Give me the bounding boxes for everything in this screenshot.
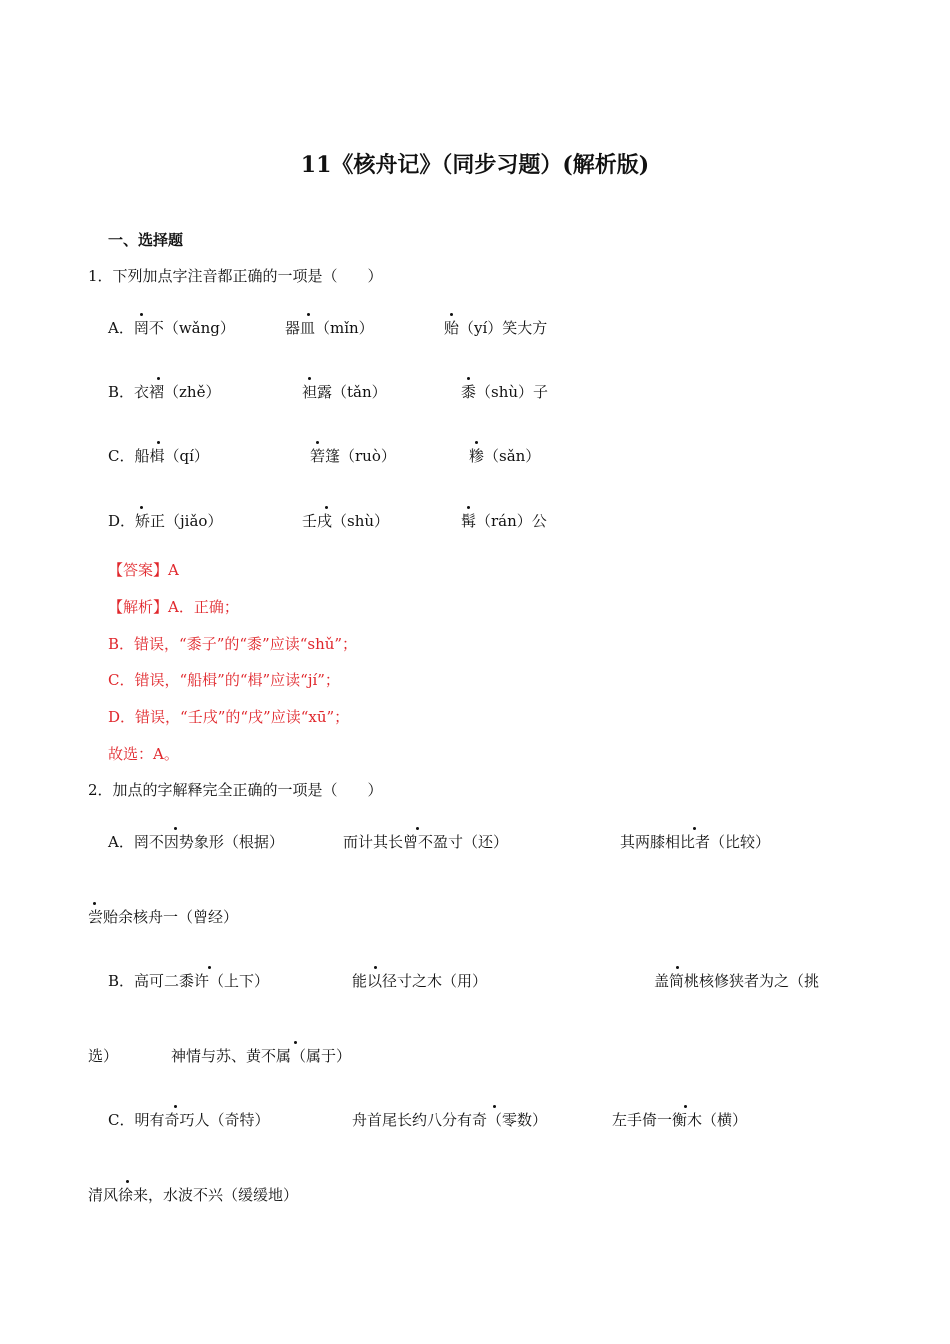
q2-option-c-item-1: C．明有奇巧人（奇特） bbox=[108, 1111, 270, 1129]
q1-analysis-line-5: 故选：A。 bbox=[108, 745, 179, 763]
emphasis-dot bbox=[475, 441, 478, 444]
emphasis-dot bbox=[374, 966, 377, 969]
analysis-text: A．正确； bbox=[168, 598, 239, 616]
q1-option-c-item-2: 箬篷（ruò） bbox=[310, 447, 396, 465]
emphasis-dot bbox=[174, 827, 177, 830]
emphasis-dot bbox=[157, 441, 160, 444]
emphasis-dot bbox=[294, 1041, 297, 1044]
q1-option-a-item-3: 贻（yí）笑大方 bbox=[444, 319, 548, 337]
q1-option-c-item-1: C．船楫（qí） bbox=[108, 447, 209, 465]
emphasis-dot bbox=[174, 1105, 177, 1108]
emphasis-dot bbox=[450, 313, 453, 316]
q2-option-a-item-1: A．罔不因势象形（根据） bbox=[108, 833, 284, 851]
q2-option-c-item-3: 左手倚一衡木（横） bbox=[612, 1111, 748, 1129]
q1-option-d-item-3: 髯（rán）公 bbox=[461, 512, 547, 530]
emphasis-dot bbox=[416, 827, 419, 830]
emphasis-dot bbox=[140, 313, 143, 316]
question-2-stem: 2．加点的字解释完全正确的一项是（ ） bbox=[88, 781, 383, 799]
q1-option-a-item-1: A．罔不（wǎng） bbox=[108, 319, 235, 337]
q1-option-b-item-3: 黍（shù）子 bbox=[461, 383, 549, 401]
section-heading: 一、选择题 bbox=[108, 231, 184, 249]
q2-option-b-item-4: 神情与苏、黄不属（属于） bbox=[171, 1047, 352, 1065]
q2-option-c-item-2: 舟首尾长约八分有奇（零数） bbox=[352, 1111, 548, 1129]
q1-option-c-item-3: 糁（sǎn） bbox=[469, 447, 541, 465]
emphasis-dot bbox=[676, 966, 679, 969]
q2-option-b-item-3-cont: 选） bbox=[88, 1047, 119, 1065]
emphasis-dot bbox=[467, 377, 470, 380]
q2-option-b-item-1: B．高可二黍许（上下） bbox=[108, 972, 270, 990]
q2-option-a-item-4: 尝贻余核舟一（曾经） bbox=[88, 908, 239, 926]
q1-option-a-item-2: 器皿（mǐn） bbox=[285, 319, 374, 337]
q2-option-a-item-2: 而计其长曾不盈寸（还） bbox=[343, 833, 509, 851]
q1-option-d-item-2: 壬戌（shù） bbox=[302, 512, 390, 530]
emphasis-dot bbox=[93, 902, 96, 905]
q1-analysis-line-2: B．错误，“黍子”的“黍”应读“shǔ”； bbox=[108, 635, 358, 653]
q1-analysis-line-1 bbox=[108, 597, 239, 617]
q1-analysis-line-3: C．错误，“船楫”的“楫”应读“jí”； bbox=[108, 671, 340, 689]
q1-analysis-line-4: D．错误，“壬戌”的“戌”应读“xū”； bbox=[108, 708, 350, 726]
emphasis-dot bbox=[316, 441, 319, 444]
q2-option-a-item-3: 其两膝相比者（比较） bbox=[620, 833, 771, 851]
emphasis-dot bbox=[325, 506, 328, 509]
q2-option-c-item-4: 清风徐来，水波不兴（缓缓地） bbox=[88, 1186, 299, 1204]
emphasis-dot bbox=[684, 1105, 687, 1108]
emphasis-dot bbox=[126, 1180, 129, 1183]
emphasis-dot bbox=[493, 1105, 496, 1108]
page-title: 11《核舟记》（同步习题）(解析版) bbox=[300, 152, 650, 178]
emphasis-dot bbox=[308, 377, 311, 380]
q1-answer: 【答案】A bbox=[108, 561, 179, 579]
question-1-stem: 1．下列加点字注音都正确的一项是（ ） bbox=[88, 267, 383, 285]
emphasis-dot bbox=[693, 827, 696, 830]
q2-option-b-item-2: 能以径寸之木（用） bbox=[352, 972, 488, 990]
q1-option-b-item-2: 袒露（tǎn） bbox=[302, 383, 387, 401]
emphasis-dot bbox=[208, 966, 211, 969]
analysis-label: 【解析】 bbox=[108, 598, 169, 616]
emphasis-dot bbox=[157, 377, 160, 380]
q1-option-b-item-1: B．衣褶（zhě） bbox=[108, 383, 221, 401]
q1-option-d-item-1: D．矫正（jiǎo） bbox=[108, 512, 223, 530]
q2-option-b-item-3: 盖简桃核修狭者为之（挑 bbox=[654, 972, 820, 990]
emphasis-dot bbox=[467, 506, 470, 509]
emphasis-dot bbox=[307, 313, 310, 316]
emphasis-dot bbox=[140, 506, 143, 509]
